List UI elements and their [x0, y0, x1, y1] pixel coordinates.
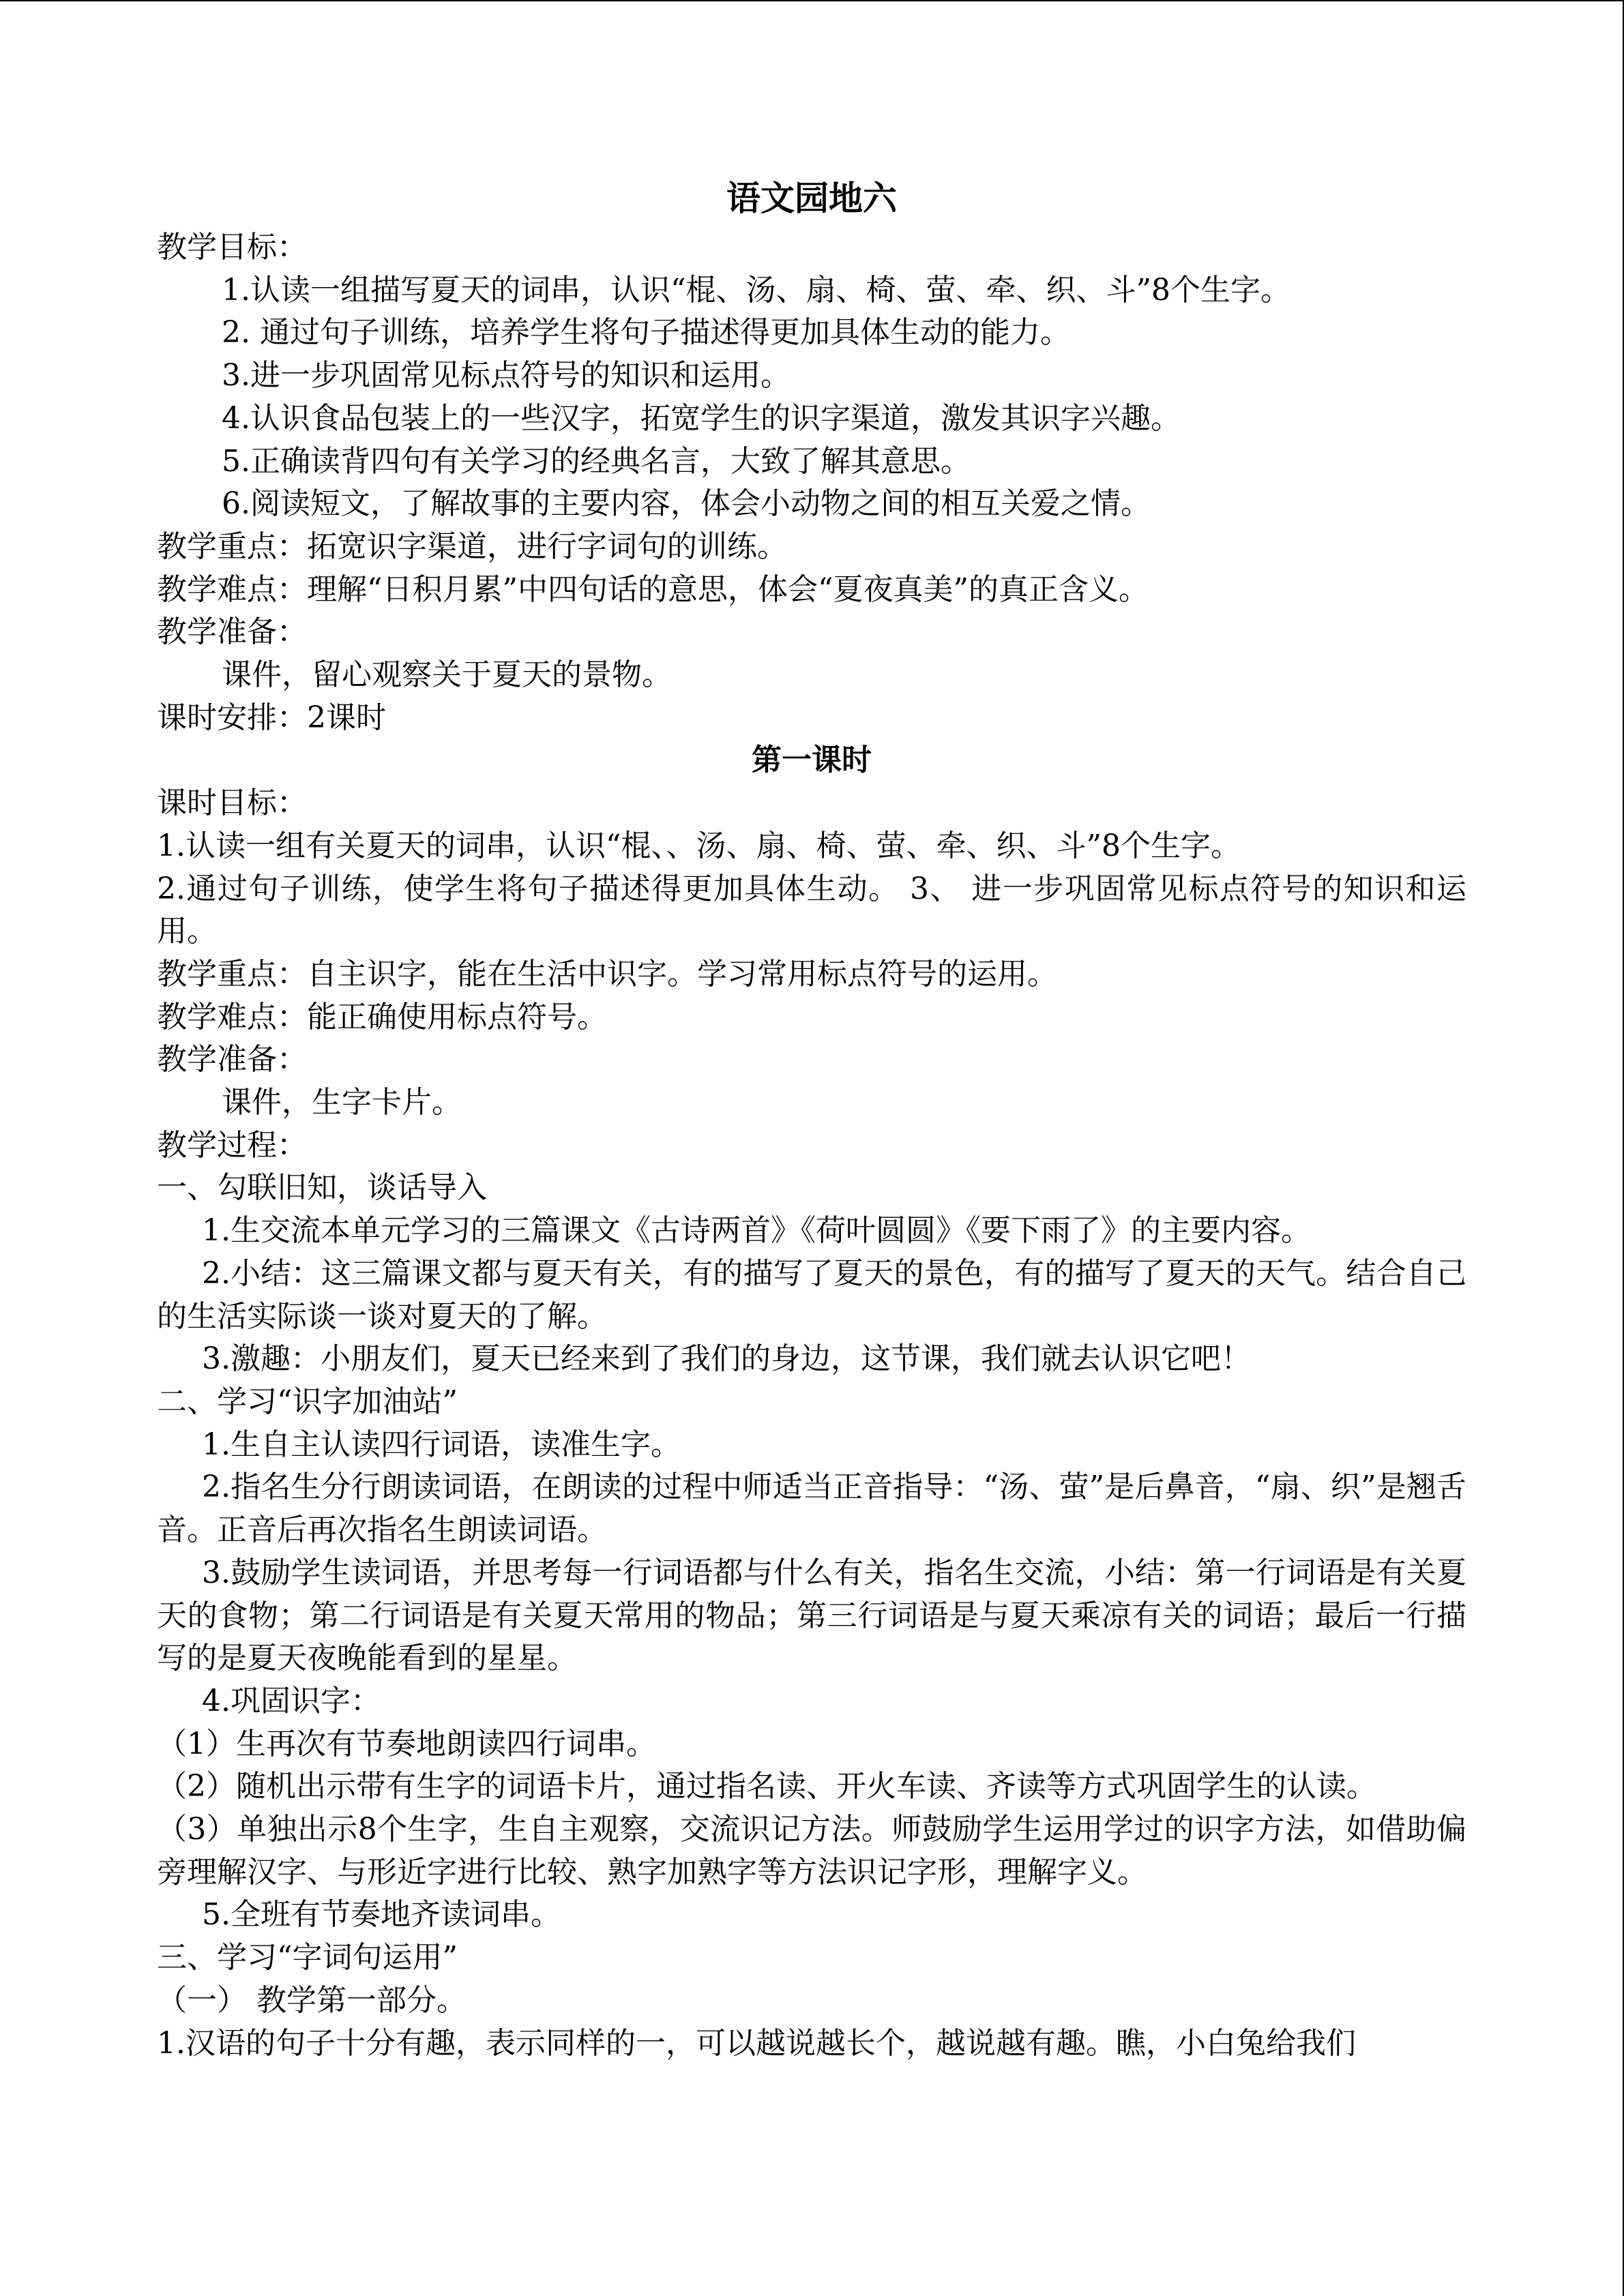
- goals-label: 教学目标：: [157, 230, 307, 265]
- goal-item: 3.进一步巩固常见标点符号的知识和运用。: [222, 358, 791, 393]
- section-heading: 一、勾联旧知，谈话导入: [157, 1170, 487, 1206]
- document-title: 语文园地六: [726, 179, 897, 218]
- goal-item: 4.认识食品包装上的一些汉字，拓宽学生的识字渠道，激发其识字兴趣。: [222, 400, 1181, 436]
- prep-label: 教学准备：: [157, 614, 307, 650]
- goal-item: 5.正确读背四句有关学习的经典名言，大致了解其意思。: [222, 443, 971, 479]
- document-body: [157, 170, 1466, 2065]
- section-paragraph: 1.生交流本单元学习的三篇课文《古诗两首》《荷叶圆圆》《要下雨了》的主要内容。: [202, 1213, 1311, 1249]
- goal-item: 1.认读一组描写夏天的词串，认识“棍、汤、扇、椅、萤、牵、织、斗”8个生字。: [222, 272, 1290, 308]
- lesson-difficulty: 教学难点：能正确使用标点符号。: [157, 999, 607, 1034]
- goal-item: 2. 通过句子训练，培养学生将句子描述得更加具体生动的能力。: [222, 315, 1070, 351]
- section-heading: 三、学习“字词句运用”: [157, 1940, 458, 1976]
- goal-item: 6.阅读短文，了解故事的主要内容，体会小动物之间的相互关爱之情。: [222, 486, 1151, 522]
- section-paragraph: 1.汉语的句子十分有趣，表示同样的一，可以越说越长个，越说越有趣。瞧，小白兔给我们: [157, 2025, 1356, 2061]
- key-point: 教学重点：拓宽识字渠道，进行字词句的训练。: [157, 528, 787, 564]
- difficulty: 教学难点：理解“日积月累”中四句话的意思，体会“夏夜真美”的真正含义。: [157, 571, 1149, 607]
- section-paragraph: 1.生自主认读四行词语，读准生字。: [202, 1427, 681, 1462]
- section-paragraph: 3.激趣：小朋友们，夏天已经来到了我们的身边，这节课，我们就去认识它吧！: [202, 1341, 1251, 1377]
- section-paragraph: 2.小结：这三篇课文都与夏天有关，有的描写了夏天的景色，有的描写了夏天的天气。结合自己的生活实际谈一谈对夏天的了解。: [157, 1255, 1466, 1334]
- lesson-prep-label: 教学准备：: [157, 1042, 307, 1077]
- section-paragraph: 2.指名生分行朗读词语，在朗读的过程中师适当正音指导：“汤、萤”是后鼻音，“扇、织”是翘舌音。正音后再次指名生朗读词语。: [157, 1470, 1466, 1548]
- lesson-goals-label: 课时目标：: [157, 786, 307, 821]
- lesson-prep: 课件，生字卡片。: [222, 1085, 462, 1120]
- section-heading: 二、学习“识字加油站”: [157, 1384, 458, 1419]
- section-paragraph: 3.鼓励学生读词语，并思考每一行词语都与什么有关，指名生交流，小结：第一行词语是有关夏天的食物；第二行词语是有关夏天常用的物品；第三行词语是与夏天乘凉有关的词语；最后一行描写的是夏天夜晚能看到的星星。: [157, 1555, 1466, 1676]
- lesson-goal: 1.认读一组有关夏天的词串，认识“棍、、汤、扇、椅、萤、牵、织、斗”8个生字。: [157, 828, 1241, 863]
- section-paragraph: 5.全班有节奏地齐读词串。: [202, 1897, 561, 1933]
- lesson-goal: 2.通过句子训练，使学生将句子描述得更加具体生动。 3、 进一步巩固常见标点符号的知识和运用。: [157, 871, 1466, 949]
- lesson1-title: 第一课时: [752, 743, 872, 778]
- schedule: 课时安排：2课时: [157, 700, 386, 735]
- sub-item: （2）随机出示带有生字的词语卡片，通过指名读、开火车读、齐读等方式巩固学生的认读。: [157, 1769, 1376, 1804]
- process-label: 教学过程：: [157, 1127, 307, 1163]
- section-paragraph: 4.巩固识字：: [202, 1683, 381, 1718]
- sub-heading: （一） 教学第一部分。: [157, 1982, 467, 2018]
- prep-text: 课件，留心观察关于夏天的景物。: [222, 657, 672, 693]
- sub-item: （1）生再次有节奏地朗读四行词串。: [157, 1726, 656, 1761]
- sub-item: （3）单独出示8个生字，生自主观察，交流识记方法。师鼓励学生运用学过的识字方法，如借助偏旁理解汉字、与形近字进行比较、熟字加熟字等方法识记字形，理解字义。: [157, 1812, 1466, 1890]
- lesson-key: 教学重点：自主识字，能在生活中识字。学习常用标点符号的运用。: [157, 956, 1057, 992]
